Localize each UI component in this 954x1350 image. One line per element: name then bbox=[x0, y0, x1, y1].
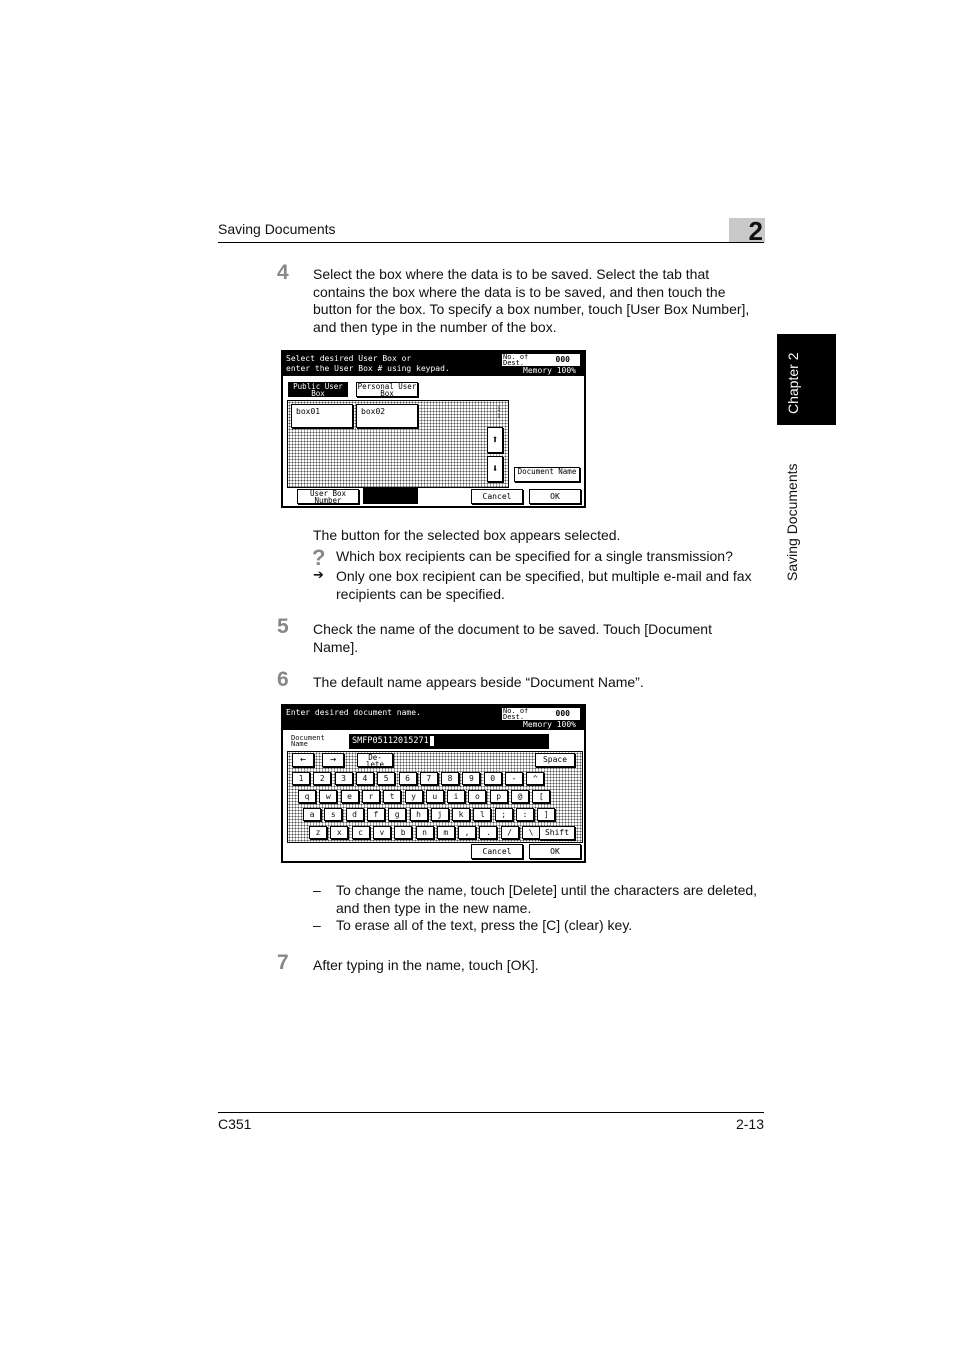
chapter-number-badge bbox=[729, 216, 765, 246]
down-arrow-icon: ⬇ bbox=[491, 462, 499, 475]
bullet-dash: – bbox=[313, 917, 321, 933]
destination-counter bbox=[502, 708, 580, 720]
tab-public-user-box[interactable]: Public User Box bbox=[288, 382, 348, 397]
user-box-number-button[interactable]: User Box Number bbox=[297, 489, 359, 504]
delete-button[interactable]: De- lete bbox=[357, 753, 393, 767]
keyboard-key[interactable]: @ bbox=[511, 790, 529, 803]
keyboard-key[interactable]: w bbox=[319, 790, 337, 803]
keyboard-key[interactable]: 2 bbox=[313, 772, 331, 785]
keyboard-key[interactable]: d bbox=[346, 808, 364, 821]
keyboard-key[interactable]: 7 bbox=[420, 772, 438, 785]
keyboard-key[interactable]: i bbox=[447, 790, 465, 803]
keyboard-key[interactable]: o bbox=[468, 790, 486, 803]
keyboard-key[interactable]: ; bbox=[495, 808, 513, 821]
document-name-screen bbox=[281, 704, 586, 863]
question-text: Which box recipients can be specified for a single transmission? bbox=[336, 548, 733, 564]
keyboard-key[interactable]: l bbox=[473, 808, 491, 821]
keyboard-key[interactable]: n bbox=[416, 826, 434, 839]
cancel-button[interactable]: Cancel bbox=[471, 489, 523, 504]
footer-page-number: 2-13 bbox=[735, 1116, 764, 1132]
ok-button[interactable]: OK bbox=[529, 489, 581, 504]
keyboard-key[interactable]: / bbox=[501, 826, 519, 839]
step-text: Check the name of the document to be saved. Touch [Document Name]. bbox=[313, 621, 712, 655]
up-arrow-icon: ⬆ bbox=[491, 433, 499, 446]
running-header-title: Saving Documents bbox=[218, 221, 336, 237]
step-number: 7 bbox=[277, 951, 289, 974]
page-current: 1 bbox=[497, 406, 501, 413]
bullet-text: To erase all of the text, press the [C] (clear) key. bbox=[336, 917, 633, 933]
document-name-button[interactable]: Document Name bbox=[514, 467, 580, 482]
side-tab-chapter-label: Chapter 2 bbox=[785, 352, 801, 414]
screen-prompt-bar bbox=[283, 706, 584, 730]
keyboard-key[interactable]: s bbox=[324, 808, 342, 821]
step-number: 6 bbox=[277, 668, 289, 691]
document-name-input[interactable] bbox=[349, 734, 549, 749]
keyboard-key[interactable]: 0 bbox=[484, 772, 502, 785]
keyboard-key[interactable]: \ bbox=[522, 826, 540, 839]
keyboard-key[interactable]: ] bbox=[537, 808, 555, 821]
keyboard-key[interactable]: ^ bbox=[526, 772, 544, 785]
user-box-number-field[interactable] bbox=[363, 488, 418, 504]
dest-label: No. of Dest. bbox=[503, 707, 529, 721]
document-name-label: Document Name bbox=[291, 734, 325, 748]
keyboard-key[interactable]: m bbox=[437, 826, 455, 839]
destination-counter bbox=[502, 354, 580, 366]
scroll-up-button[interactable] bbox=[487, 427, 503, 453]
page-indicator bbox=[497, 406, 501, 420]
screen-prompt-bar bbox=[283, 352, 584, 376]
keyboard-key[interactable]: u bbox=[426, 790, 444, 803]
step-text: After typing in the name, touch [OK]. bbox=[313, 957, 539, 973]
keyboard-key[interactable]: a bbox=[303, 808, 321, 821]
prompt-line: Enter desired document name. bbox=[286, 708, 421, 717]
answer-text: Only one box recipient can be specified, but multiple e-mail and fax recipients can be specified. bbox=[336, 568, 752, 602]
keyboard-key[interactable]: 3 bbox=[335, 772, 353, 785]
cursor-left-button[interactable] bbox=[292, 753, 314, 767]
chapter-side-tab bbox=[777, 334, 836, 425]
step-text: The default name appears beside “Document Name”. bbox=[313, 674, 644, 690]
keyboard-key[interactable]: : bbox=[516, 808, 534, 821]
keyboard-key[interactable]: 8 bbox=[441, 772, 459, 785]
right-arrow-icon: → bbox=[329, 754, 337, 765]
keyboard-key[interactable]: 6 bbox=[399, 772, 417, 785]
answer-arrow-icon: ➔ bbox=[313, 567, 324, 582]
keyboard-key[interactable]: x bbox=[330, 826, 348, 839]
ok-button[interactable]: OK bbox=[529, 844, 581, 859]
cursor-right-button[interactable] bbox=[322, 753, 344, 767]
keyboard-key[interactable]: 1 bbox=[292, 772, 310, 785]
scroll-down-button[interactable] bbox=[487, 456, 503, 482]
footer-rule bbox=[218, 1112, 764, 1113]
box-button-box02[interactable]: box02 bbox=[356, 404, 418, 428]
keyboard-key[interactable]: f bbox=[367, 808, 385, 821]
keyboard-key[interactable]: . bbox=[479, 826, 497, 839]
keyboard-key[interactable]: g bbox=[388, 808, 406, 821]
keyboard-key[interactable]: q bbox=[298, 790, 316, 803]
keyboard-key[interactable]: v bbox=[373, 826, 391, 839]
question-icon: ? bbox=[312, 545, 326, 570]
step-number: 5 bbox=[277, 615, 289, 638]
left-arrow-icon: ← bbox=[299, 754, 307, 765]
chapter-number: 2 bbox=[748, 216, 763, 246]
shift-button[interactable]: Shift bbox=[539, 826, 575, 840]
page-total: 1 bbox=[497, 413, 501, 420]
bullet-dash: – bbox=[313, 882, 321, 898]
keyboard-key[interactable]: t bbox=[383, 790, 401, 803]
document-name-value: SMFP05112015271 bbox=[352, 736, 429, 746]
keyboard-key[interactable]: , bbox=[458, 826, 476, 839]
keyboard-key[interactable]: p bbox=[490, 790, 508, 803]
keyboard-key[interactable]: e bbox=[341, 790, 359, 803]
keyboard-key[interactable]: h bbox=[410, 808, 428, 821]
keyboard-key[interactable]: y bbox=[405, 790, 423, 803]
keyboard-key[interactable]: 9 bbox=[462, 772, 480, 785]
keyboard-key[interactable]: 4 bbox=[356, 772, 374, 785]
tab-personal-user-box[interactable]: Personal User Box bbox=[357, 382, 417, 398]
keyboard-key[interactable]: r bbox=[362, 790, 380, 803]
keyboard-key[interactable]: 5 bbox=[377, 772, 395, 785]
memory-status: Memory 100% bbox=[523, 366, 576, 375]
prompt-line-1: Select desired User Box or bbox=[286, 354, 412, 363]
keyboard-key[interactable]: k bbox=[452, 808, 470, 821]
keyboard-key[interactable]: c bbox=[352, 826, 370, 839]
bullet-text: To change the name, touch [Delete] until the characters are deleted, and then type in the new name. bbox=[336, 882, 758, 916]
side-section-label: Saving Documents bbox=[784, 463, 800, 581]
text-cursor bbox=[430, 736, 434, 746]
header-rule bbox=[218, 242, 764, 243]
prompt-line-2: enter the User Box # using keypad. bbox=[286, 364, 450, 373]
space-button[interactable]: Space bbox=[535, 753, 575, 767]
keyboard-key[interactable]: z bbox=[309, 826, 327, 839]
step-number: 4 bbox=[277, 261, 289, 284]
cancel-button[interactable]: Cancel bbox=[471, 844, 523, 859]
keyboard-key[interactable]: [ bbox=[532, 790, 550, 803]
dest-value: 000 bbox=[555, 709, 570, 718]
memory-status: Memory 100% bbox=[523, 720, 576, 729]
keyboard-key[interactable]: - bbox=[505, 772, 523, 785]
keyboard-key[interactable]: b bbox=[394, 826, 412, 839]
user-box-screen bbox=[281, 350, 586, 508]
footer-model: C351 bbox=[218, 1116, 252, 1132]
dest-label: No. of Dest. bbox=[503, 353, 529, 367]
box-button-box01[interactable]: box01 bbox=[291, 404, 353, 428]
keyboard-key[interactable]: j bbox=[431, 808, 449, 821]
dest-value: 000 bbox=[555, 355, 570, 364]
step-text: Select the box where the data is to be saved. Select the tab that contains the box where the data is to be saved, and then touch the button for the box. To specify a box number, touch [User Box Number], and then type in the number of the box. bbox=[313, 266, 750, 335]
step-note: The button for the selected box appears selected. bbox=[313, 527, 621, 543]
